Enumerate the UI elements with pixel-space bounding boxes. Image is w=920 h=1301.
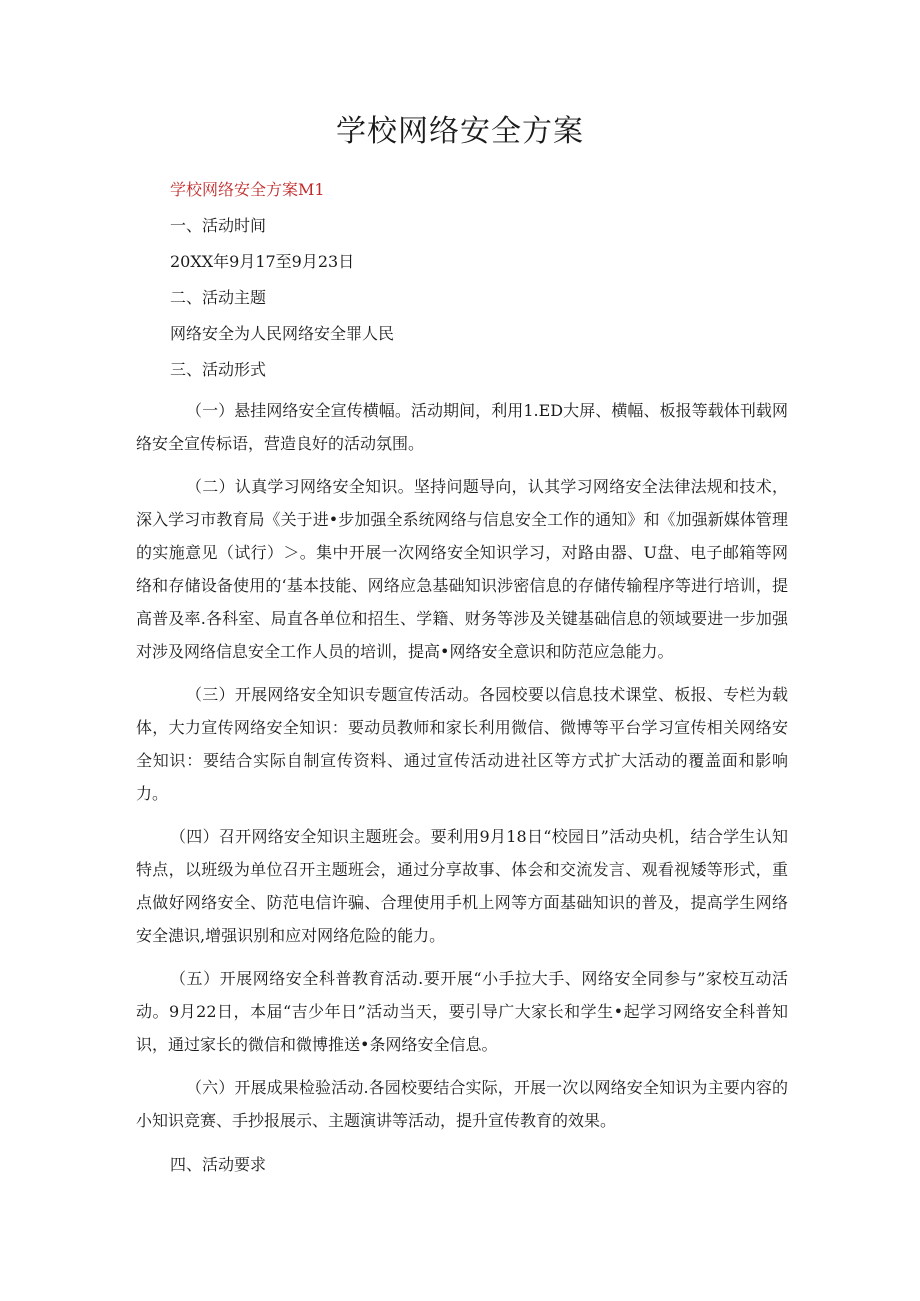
paragraph-form-6: （六）开展成果检验活动.各园校要结合实际，开展一次以网络安全知识为主要内容的小知识竞赛、手抄报展示、主题演讲等活动，提升宣传教育的效果。 (136, 1078, 788, 1130)
document-title: 学校网络安全方案 (336, 114, 584, 149)
section-heading-form: 三、活动形式 (170, 360, 267, 379)
paragraph-form-2: （二）认真学习网络安全知识。坚持问题导向，认其学习网络安全法律法规和技术，深入学习市教育局《关于进•步加强全系统网络与信息安全工作的通知》和《加强新媒体管理的实施意见（试行）＞。集中开展一次网络安全知识学习，对路由器、U盘、电子邮箱等网络和存储设备使用的‘基本技能、网络应急基础知识涉密信息的存储传输程序等进行培训，提高普及率.各科室、局直各单位和招生、学籍、财务等涉及关键基础信息的领域要进一步加强对涉及网络信息安全工作人员的培训，提高•网络安全意识和防范应急能力。 (136, 477, 788, 661)
paragraph-form-4: （四）召开网络安全知识主题班会。要利用9月18日“校园日”活动央机，结合学生认知特点，以班级为单位召开主题班会，通过分享故事、体会和交流发言、观看视矮等形式，重点做好网络安全、防范电信许骗、合理使用手机上网等方面基础知识的普及，提高学生网络安全漶识,增强识别和应对网络危险的能力。 (136, 827, 788, 945)
activity-theme-value: 网络安全为人民网络安全罪人民 (170, 324, 395, 343)
section-heading-theme: 二、活动主题 (170, 288, 267, 307)
document-body (136, 172, 788, 1183)
section-heading-time: 一、活动时间 (170, 216, 267, 235)
paragraph-form-3: （三）开展网络安全知识专题宣传活动。各园校要以信息技术课堂、板报、专栏为载体，大力宣传网络安全知识：要动员教师和家长利用微信、微博等平台学习宣传相关网络安全知识：要结合实际自制宣传资料、通过宣传活动进社区等方式扩大活动的覆盖面和影响力。 (136, 685, 788, 803)
activity-time-value: 20XX年9月17至9月23日 (170, 252, 355, 271)
section-heading-requirements: 四、活动要求 (170, 1155, 267, 1174)
paragraph-form-5: （五）开展网络安全科普教育活动.要开展“小手拉大手、网络安全同参与”家校互动活动。9月22日，本届“吉少年日”活动当天，要引导广大家长和学生•起学习网络安全科普知识，通过家长的微信和微博推送•条网络安全信息。 (136, 969, 788, 1054)
paragraph-form-1: （一）悬挂网络安全宣传横幅。活动期间，利用1.ED大屏、横幅、板报等载体刊载网络安全宣传标语，营造良好的活动氛围。 (136, 401, 788, 453)
document-subtitle: 学校网络安全方案M1 (170, 180, 325, 199)
